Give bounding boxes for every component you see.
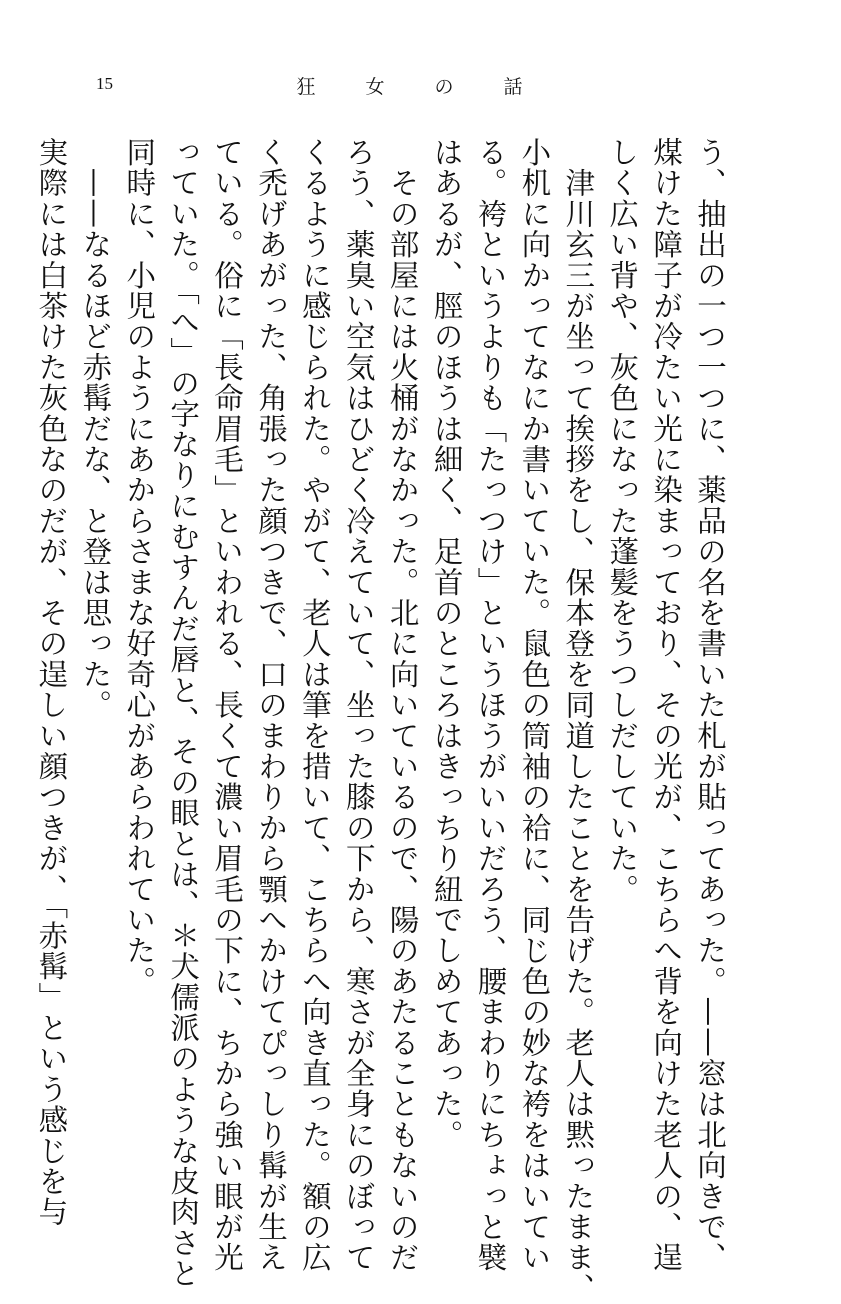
running-title: 狂 女 の 話 xyxy=(296,76,545,98)
text-line: 小机に向かってなにか書いていた。鼠色の筒袖の袷に、同じ色の妙な袴をはいてい xyxy=(517,137,552,1273)
text-line: う、抽出の一つ一つに、薬品の名を書いた札が貼ってあった。——窓は北向きで、 xyxy=(693,137,727,1273)
text-line: しく広い背や、灰色になった蓬髪をうつしだしていた。 xyxy=(605,137,640,905)
text-line: 津川玄三が坐って挨拶をし、保本登を同道したことを告げた。老人は黙ったまま、 xyxy=(561,137,596,1304)
text-line: く禿げあがった、角張った顔つきで、口のまわりから顎へかけてぴっしり髯が生え xyxy=(253,137,288,1273)
text-line: っていた。「へ」の字なりにむすんだ唇と、その眼とは、＊犬儒派のような皮肉さと xyxy=(166,137,201,1289)
text-line: その部屋には火桶がなかった。北に向いているので、陽のあたることもないのだ xyxy=(385,137,420,1273)
text-line: 実際には白茶けた灰色なのだが、その逞しい顔つきが、「赤髯」という感じを与 xyxy=(34,137,69,1228)
text-line: ——なるほど赤髯だな、と登は思った。 xyxy=(78,137,113,721)
page-number: 15 xyxy=(96,74,113,93)
text-line: 煤けた障子が冷たい光に染まっており、その光が、こちらへ背を向けた老人の、逞 xyxy=(649,137,684,1273)
text-line: ろう、薬臭い空気はひどく冷えていて、坐った膝の下から、寒さが全身にのぼって xyxy=(341,137,376,1273)
text-line: る。袴というよりも「たっつけ」というほうがいいだろう、腰まわりにちょっと襞 xyxy=(473,137,508,1273)
text-line: ている。俗に「長命眉毛」といわれる、長くて濃い眉毛の下に、ちから強い眼が光 xyxy=(210,137,245,1273)
text-line: 同時に、小児のようにあからさまな好奇心があらわれていた。 xyxy=(122,137,157,997)
body-text xyxy=(34,137,731,1304)
text-line: はあるが、脛のほうは細く、足首のところはきっちり紐でしめてあった。 xyxy=(429,137,464,1151)
text-line: くるように感じられた。やがて、老人は筆を措いて、こちらへ向き直った。額の広 xyxy=(297,137,332,1273)
